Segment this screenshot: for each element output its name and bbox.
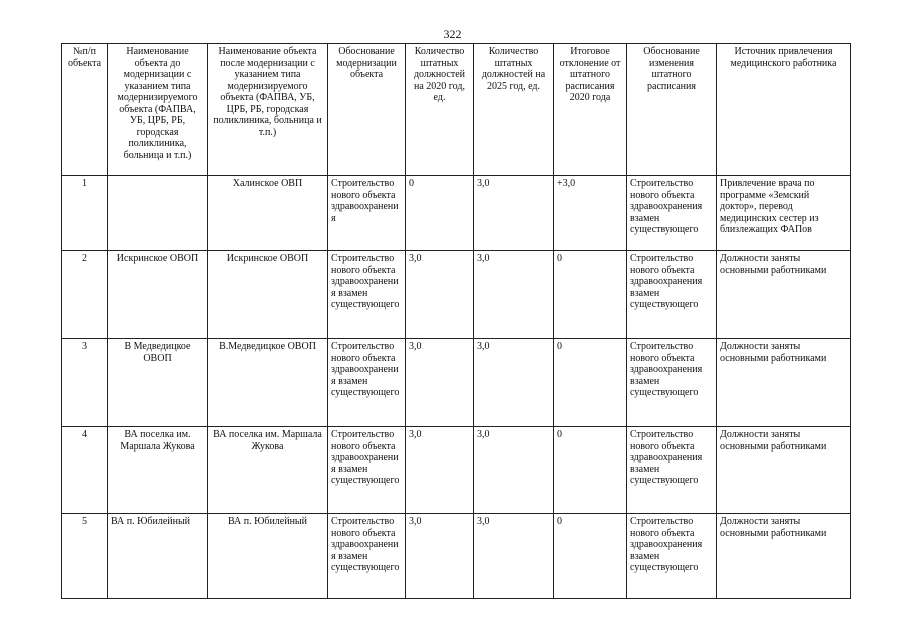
- object-after: В.Медведицкое ОВОП: [208, 339, 328, 427]
- modernization-justification: Строительство нового объекта здравоохранения взамен существующего: [328, 427, 406, 514]
- header-staff-reason: Обоснование изменения штатного расписания: [627, 44, 717, 176]
- object-before: Искринское ОВОП: [108, 251, 208, 339]
- object-after: Искринское ОВОП: [208, 251, 328, 339]
- staff-2025: 3,0: [474, 339, 554, 427]
- table-row: [62, 339, 851, 427]
- object-after: Халинское ОВП: [208, 176, 328, 251]
- staff-2025: 3,0: [474, 251, 554, 339]
- worker-source: Должности заняты основными работниками: [717, 251, 851, 339]
- staff-2025: 3,0: [474, 427, 554, 514]
- header-after: Наименование объекта после модернизации с указанием типа модернизируемого объекта (ФАПВА, УБ, ЦРБ, РБ, городская поликлиника, больница и т.п.): [208, 44, 328, 176]
- deviation: 0: [554, 514, 627, 599]
- header-source: Источник привлечения медицинского работника: [717, 44, 851, 176]
- modernization-justification: Строительство нового объекта здравоохранения взамен существующего: [328, 514, 406, 599]
- object-before: [108, 176, 208, 251]
- deviation: +3,0: [554, 176, 627, 251]
- staff-change-reason: Строительство нового объекта здравоохранения взамен существующего: [627, 339, 717, 427]
- header-before: Наименование объекта до модернизации с указанием типа модернизируемого объекта (ФАПВА, УБ, ЦРБ, РБ, городская поликлиника, больница и т.п.): [108, 44, 208, 176]
- modernization-justification: Строительство нового объекта здравоохранения взамен существующего: [328, 251, 406, 339]
- staff-change-reason: Строительство нового объекта здравоохранения взамен существующего: [627, 251, 717, 339]
- staff-2020: 3,0: [406, 514, 474, 599]
- staff-2020: 3,0: [406, 251, 474, 339]
- modernization-table: [61, 43, 851, 599]
- row-number: 5: [62, 514, 108, 599]
- worker-source: Должности заняты основными работниками: [717, 339, 851, 427]
- staff-2025: 3,0: [474, 176, 554, 251]
- deviation: 0: [554, 251, 627, 339]
- header-staff-2025: Количество штатных должностей на 2025 год, ед.: [474, 44, 554, 176]
- staff-2020: 0: [406, 176, 474, 251]
- modernization-justification: Строительство нового объекта здравоохранения взамен существующего: [328, 339, 406, 427]
- table-row: [62, 251, 851, 339]
- staff-change-reason: Строительство нового объекта здравоохранения взамен существующего: [627, 176, 717, 251]
- header-deviation: Итоговое отклонение от штатного расписания 2020 года: [554, 44, 627, 176]
- staff-change-reason: Строительство нового объекта здравоохранения взамен существующего: [627, 514, 717, 599]
- header-staff-2020: Количество штатных должностей на 2020 год, ед.: [406, 44, 474, 176]
- modernization-justification: Строительство нового объекта здравоохранения: [328, 176, 406, 251]
- page-number: 322: [443, 27, 462, 41]
- row-number: 3: [62, 339, 108, 427]
- row-number: 1: [62, 176, 108, 251]
- row-number: 4: [62, 427, 108, 514]
- object-before: В Медведицкое ОВОП: [108, 339, 208, 427]
- worker-source: Привлечение врача по программе «Земский доктор», перевод медицинских сестер из близлежащих ФАПов: [717, 176, 851, 251]
- object-before: ВА п. Юбилейный: [108, 514, 208, 599]
- deviation: 0: [554, 427, 627, 514]
- table-row: [62, 514, 851, 599]
- header-justification: Обоснование модернизации объекта: [328, 44, 406, 176]
- staff-2025: 3,0: [474, 514, 554, 599]
- header-row: [62, 44, 851, 176]
- row-number: 2: [62, 251, 108, 339]
- staff-2020: 3,0: [406, 427, 474, 514]
- object-after: ВА п. Юбилейный: [208, 514, 328, 599]
- staff-change-reason: Строительство нового объекта здравоохранения взамен существующего: [627, 427, 717, 514]
- header-number: №п/п объекта: [62, 44, 108, 176]
- object-after: ВА поселка им. Маршала Жукова: [208, 427, 328, 514]
- object-before: ВА поселка им. Маршала Жукова: [108, 427, 208, 514]
- table-row: [62, 176, 851, 251]
- worker-source: Должности заняты основными работниками: [717, 514, 851, 599]
- table-row: [62, 427, 851, 514]
- deviation: 0: [554, 339, 627, 427]
- worker-source: Должности заняты основными работниками: [717, 427, 851, 514]
- staff-2020: 3,0: [406, 339, 474, 427]
